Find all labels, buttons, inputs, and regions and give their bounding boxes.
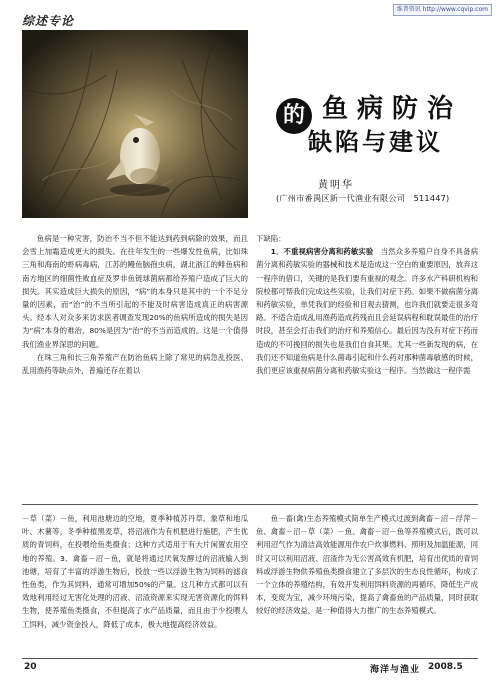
section-tag: 综述专论 xyxy=(22,14,75,28)
column-2 xyxy=(256,232,478,377)
article-title xyxy=(268,88,478,158)
fish-specimen-photo xyxy=(22,30,248,218)
source-stamp: 维普资讯 http://www.cqvip.com xyxy=(393,4,492,16)
column-3 xyxy=(22,512,248,631)
section-heading: 1．不重视病害分离和药敏实验 xyxy=(270,247,374,257)
column-4 xyxy=(256,512,478,618)
title-line-2: 缺陷与建议 xyxy=(308,128,443,156)
paragraph-text: 当然众多养殖户自身不具备病菌分离和药敏实验的器械和技术是造成这一空白的重要原因，放弃这一程序的借口，关键的是我们要有重视的观念。许多水产科研机构和院校都可帮我们完成这些实验，让我们对症下药。如果不做病菌分离和药敏实验，单凭我们的经验和目观去猜测，也许我们就要走很多弯路。不适合造成乱用渔药造成药残而且会延误病程和耽误最佳的治疗时段，甚至会打击我们的治疗和养殖信心。最后因为没有对症下药而造成的不可挽回的损失也是我们自食其果。尤其一些新发现的病，在我们还不知道鱼病是什么菌毒引起和什么药对那种菌毒敏感的时候，我们更应该重视病菌分离和药敏实验这一程序。当然做这一程序需 xyxy=(256,247,478,376)
paragraph: 鱼病是一种灾害，防治不当不但不能达到药到病除的效果，而且会雪上加霜造成更大的损失。在往年发生的一些爆发性鱼病，比如珠三角和海南的虾病毒病，江苏的鳗鱼脑孢虫病，湖北浙江的鲱鱼病和南方地区的细菌性败血症及罗非鱼链球菌病都给养殖户造成了巨大的损失。其实造成巨大损失的原因，“病”的本身只是其中的一个不足分量的因素，而“治”的不当所引起的不能及时病害造成真正的病害源头。经本人对众多来访求医者调查发现20%的鱼病所造成的损失是因为“病”本身的难治，80%是因为“治”的不当而造成的。这是一个值得我们渔业界深思的问题。 xyxy=(22,234,248,349)
paragraph xyxy=(256,245,478,377)
paragraph: －草（菜）－鱼，利用池塘边的空地，夏季种植苏丹草、象草和地瓜叶、木薯等，冬季种植黑麦草，将沼液作为有机肥进行施肥，产生优质的青饲料，在投喂给鱼类摄食；这种方式适用于有大片闲置农用空地的养殖。3、禽畜－沼－鱼，就是将通过厌氧发酵过的沼液输入到池塘，培育了丰富的浮游生物后，投放一些以浮游生物为饲料的滤食性鱼类，作为其饲料，通常可增加50%的产量。这几种方式都可以有效地利用经过无害化处理的沼液、沼渣资源来实现无害资源化的饵料生物，使养殖鱼类摄食，不但提高了水产品质量，而且由于少投喂人工饵料，减少资金投入，降低了成本，极大地提高经济效益。 xyxy=(22,514,248,629)
issue-number: 2008.5 xyxy=(428,662,463,672)
author-name: 黄明华 xyxy=(318,180,354,191)
title-line-1: 鱼病防治 xyxy=(322,94,463,124)
journal-name: 海洋与渔业 xyxy=(370,665,421,675)
footer-divider xyxy=(22,658,478,659)
section-divider xyxy=(22,504,478,505)
paragraph: 在珠三角和长三角养殖产在防治鱼病上除了常见的病急乱投医、乱用渔药等缺点外，普遍还存在着以 xyxy=(22,352,248,376)
page-number: 20 xyxy=(24,662,37,672)
title-particle-circle: 的 xyxy=(276,98,312,134)
author-affiliation: (广州市番禺区新一代渔业有限公司 511447) xyxy=(276,193,450,203)
paragraph: 鱼－畜(禽)生态养殖模式简单生产模式过渡到禽畜－沼－浮萍－鱼、禽畜－沼－草（菜）－鱼、禽畜－沼－鱼等养殖模式后，既可以利用沼气作为清洁高效能源用作农户炊事燃料、照明及加温能源，同时又可以利用沼液、沼渣作为无公害高效有机肥，培育出优质的青饲料或浮游生物供养殖鱼类摄食建立了多层次的生态良性循环，构成了一个立体的养殖结构，有效开发利用饵料资源的再循环，降低生产成本，变废为宝，减少环境污染，提高了禽畜鱼的产品质量，同时获取较好的经济效益，是一种值得大力推广的生态养殖模式。 xyxy=(256,514,478,616)
paragraph: 下缺陷： xyxy=(256,234,286,243)
column-1 xyxy=(22,232,248,377)
